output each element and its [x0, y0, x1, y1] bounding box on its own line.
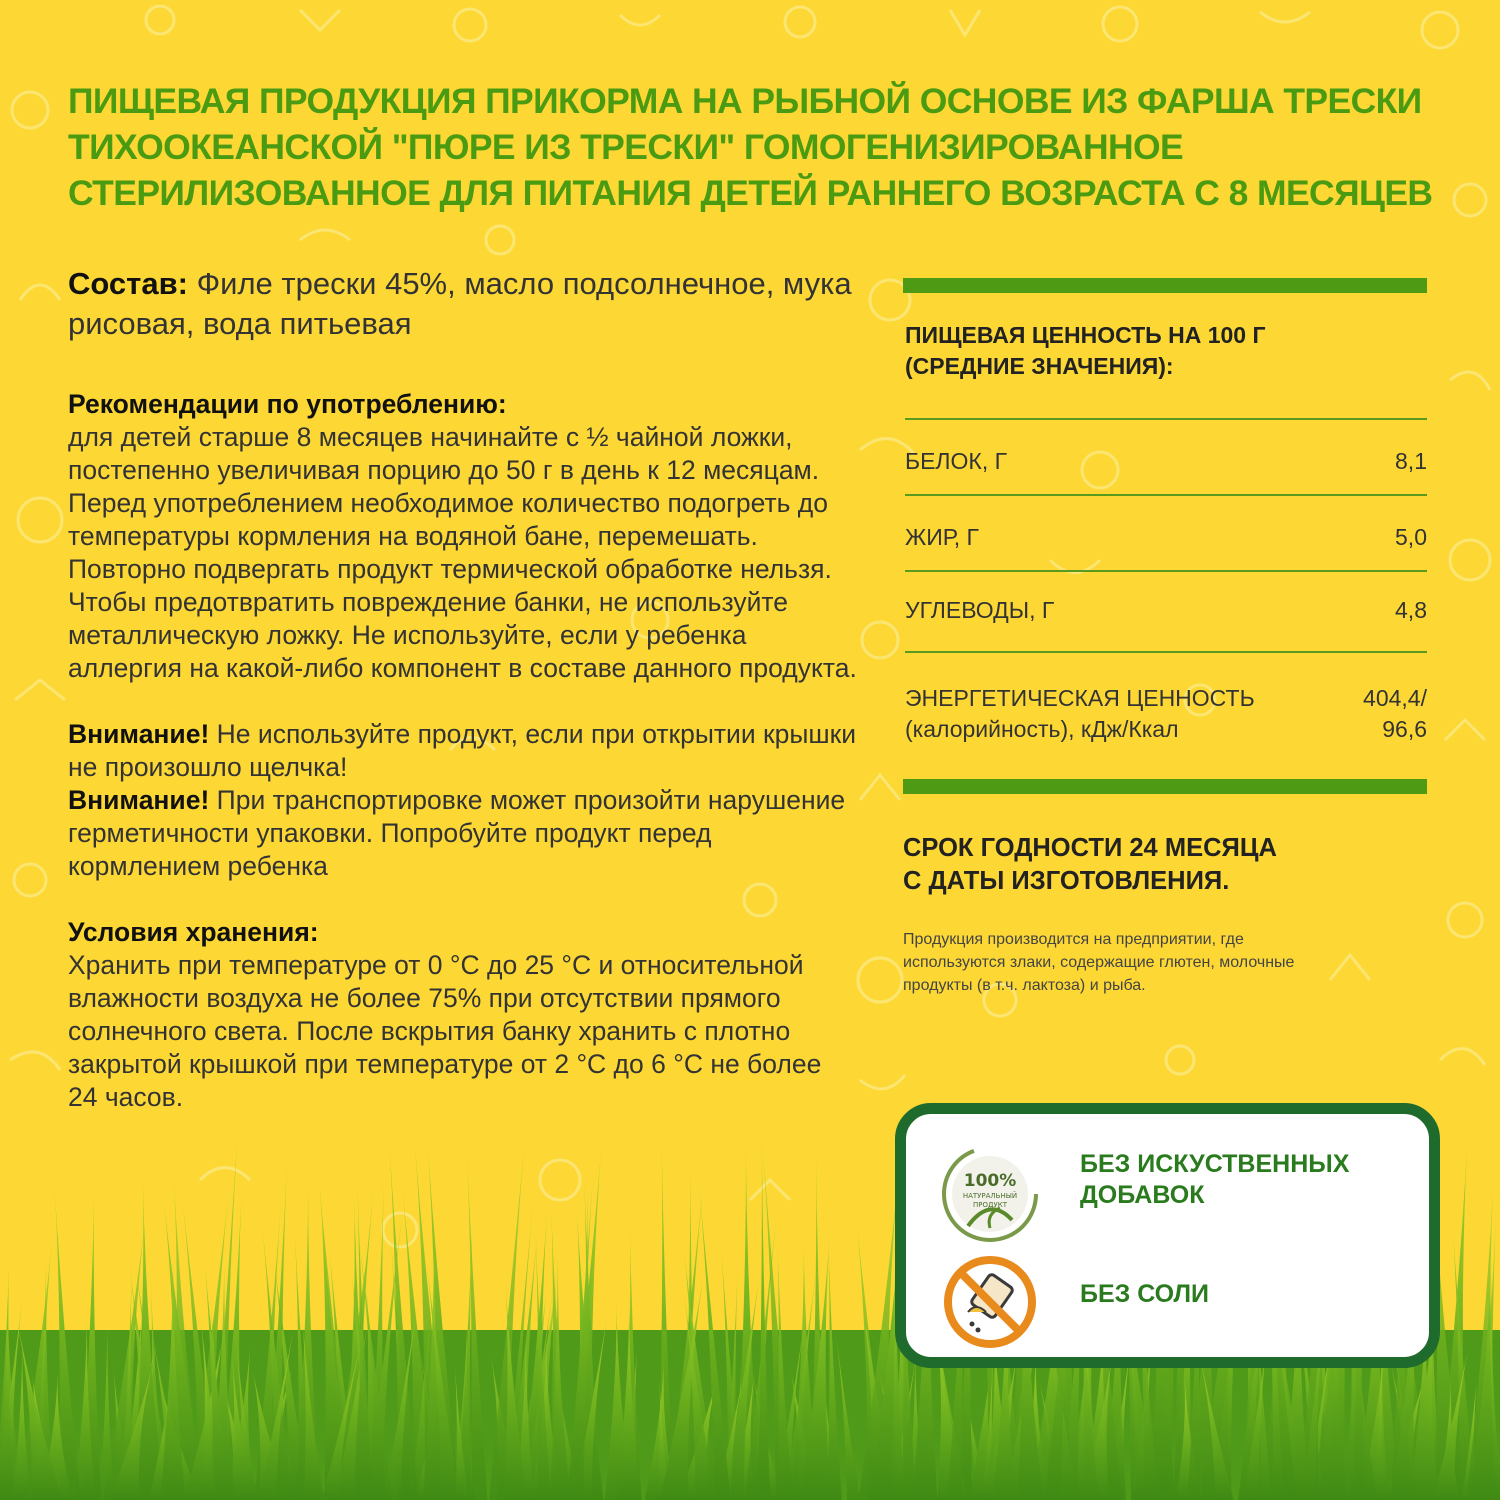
warning-label: Внимание! — [68, 719, 210, 749]
energy-value: 404,4/ 96,6 — [1363, 685, 1427, 742]
nutrition-value: 4,8 — [1395, 597, 1427, 623]
nutrition-row-protein — [905, 446, 1427, 477]
nutrition-divider — [905, 418, 1427, 420]
nutrition-value: 8,1 — [1395, 448, 1427, 474]
nutrition-value: 5,0 — [1395, 524, 1427, 550]
svg-text:НАТУРАЛЬНЫЙ: НАТУРАЛЬНЫЙ — [962, 1192, 1018, 1200]
nutrition-title: ПИЩЕВАЯ ЦЕННОСТЬ НА 100 Г (СРЕДНИЕ ЗНАЧЕНИЯ): — [905, 322, 1266, 379]
nutrition-label: ЖИР, Г — [905, 524, 979, 550]
nutrition-divider — [905, 570, 1427, 572]
badge-natural-label: БЕЗ ИСКУСТВЕННЫХ ДОБАВОК — [1080, 1150, 1350, 1209]
recommendations — [68, 388, 858, 685]
warning-2 — [68, 784, 858, 883]
warning-label: Внимание! — [68, 785, 210, 815]
shelf-life: СРОК ГОДНОСТИ 24 МЕСЯЦА С ДАТЫ ИЗГОТОВЛЕНИЯ. — [903, 834, 1277, 895]
product-description — [68, 264, 858, 1147]
warnings — [68, 718, 858, 883]
nutrition-label: БЕЛОК, Г — [905, 448, 1008, 474]
warning-text: При транспортировке может произойти нарушение герметичности упаковки. Попробуйте продукт перед кормлением ребенка — [68, 785, 846, 881]
recommendations-heading: Рекомендации по употреблению: — [68, 389, 507, 419]
natural-product-seal-icon — [938, 1142, 1042, 1246]
warning-1 — [68, 718, 858, 784]
svg-text:ПРОДУКТ: ПРОДУКТ — [973, 1201, 1007, 1209]
composition-text: Филе трески 45%, масло подсолнечное, мука рисовая, вода питьевая — [68, 266, 852, 341]
badge-no-salt-label: БЕЗ СОЛИ — [1080, 1280, 1210, 1308]
warning-text: Не используйте продукт, если при открытии крышки не произошло щелчка! — [68, 719, 857, 782]
storage-heading: Условия хранения: — [68, 917, 319, 947]
energy-label: ЭНЕРГЕТИЧЕСКАЯ ЦЕННОСТЬ (калорийность), кДж/Ккал — [905, 685, 1255, 742]
badges-card — [895, 1103, 1440, 1368]
nutrition-row-energy — [905, 683, 1427, 745]
nutrition-row-fat — [905, 522, 1427, 553]
nutrition-divider — [905, 494, 1427, 496]
divider-bar-top — [903, 278, 1427, 293]
nutrition-label: УГЛЕВОДЫ, Г — [905, 597, 1055, 623]
nutrition-row-carbs — [905, 595, 1427, 626]
badge-no-salt — [938, 1250, 1042, 1354]
nutrition-divider — [905, 651, 1427, 653]
no-salt-icon — [938, 1250, 1042, 1354]
recommendations-text: для детей старше 8 месяцев начинайте с ½ чайной ложки, постепенно увеличивая порцию до 50 г в день к 12 месяцам. Перед употреблением необходимое количество подогреть до температуры кормления на водяной бане, перемешать. Повторно подвергать продукт термической обработке нельзя. Чтобы предотвратить повреждение банки, не используйте металлическую ложку. Не используйте, если у ребенка аллергия на какой-либо компонент в составе данного продукта. — [68, 422, 857, 683]
composition-label: Состав: — [68, 266, 188, 301]
badge-natural — [938, 1142, 1042, 1246]
divider-bar-bottom — [903, 779, 1427, 794]
allergen-note: Продукция производится на предприятии, где используются злаки, содержащие глютен, молочные продукты (в т.ч. лактоза) и рыба. — [903, 931, 1295, 994]
product-title: ПИЩЕВАЯ ПРОДУКЦИЯ ПРИКОРМА НА РЫБНОЙ ОСНОВЕ ИЗ ФАРША ТРЕСКИ ТИХООКЕАНСКОЙ "ПЮРЕ ИЗ ТРЕСКИ" ГОМОГЕНИЗИРОВАННОЕ СТЕРИЛИЗОВАННОЕ ДЛЯ ПИТАНИЯ ДЕТЕЙ РАННЕГО ВОЗРАСТА С 8 МЕСЯЦЕВ — [68, 81, 1433, 213]
storage-text: Хранить при температуре от 0 °С до 25 °С и относительной влажности воздуха не более 75% при отсутствии прямого солнечного света. После вскрытия банку хранить с плотно закрытой крышкой при температуре от 2 °С до 6 °С не более 24 часов. — [68, 950, 822, 1112]
svg-text:100%: 100% — [963, 1171, 1017, 1191]
storage-conditions — [68, 916, 858, 1114]
composition — [68, 264, 858, 344]
